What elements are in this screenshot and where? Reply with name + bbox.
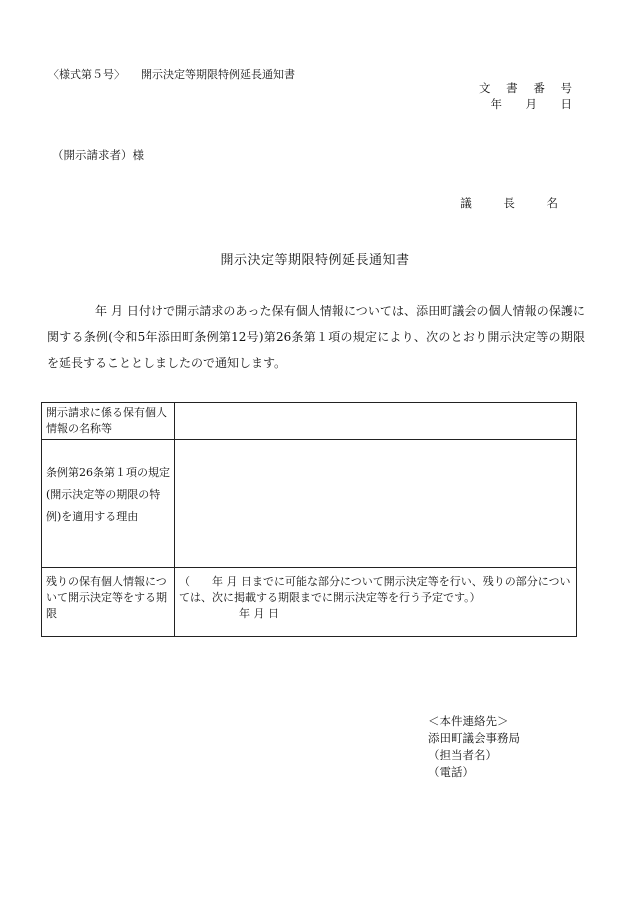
contact-block xyxy=(428,713,520,781)
issue-date: 年 月 日 xyxy=(490,97,578,111)
deadline-date: 年 月 日 xyxy=(239,607,279,620)
info-table xyxy=(41,402,577,637)
deadline-note: （ 年 月 日までに可能な部分について開示決定等を行い、残りの部分については、次に掲載する期限までに開示決定等を行う予定です。） xyxy=(179,575,571,604)
row-label-information-name: 開示請求に係る保有個人情報の名称等 xyxy=(42,403,175,440)
table-row xyxy=(42,440,577,568)
contact-heading: ＜本件連絡先＞ xyxy=(428,714,509,728)
sender-name: 議 長 名 xyxy=(460,196,572,210)
document-title: 開示決定等期限特例延長通知書 xyxy=(220,253,410,268)
contact-phone: （電話） xyxy=(428,765,474,779)
table-row xyxy=(42,403,577,440)
table-row xyxy=(42,568,577,637)
row-value-information-name xyxy=(175,403,577,440)
form-number: 〈様式第５号〉 xyxy=(48,68,125,81)
form-name: 開示決定等期限特例延長通知書 xyxy=(141,68,295,81)
row-value-reason xyxy=(175,440,577,568)
document-number: 文 書 番 号 xyxy=(479,81,578,95)
body-paragraph: 年 月 日付けで開示請求のあった保有個人情報については、添田町議会の個人情報の保護に関する条例(令和5年添田町条例第12号)第26条第１項の規定により、次のとおり開示決定等の期限を延長することとしましたので通知します。 xyxy=(47,304,585,370)
contact-office: 添田町議会事務局 xyxy=(428,731,520,745)
contact-person: （担当者名） xyxy=(428,748,497,762)
form-number-line xyxy=(48,66,295,82)
addressee: （開示請求者）様 xyxy=(52,148,144,162)
row-value-deadline xyxy=(175,568,577,637)
row-label-deadline: 残りの保有個人情報について開示決定等をする期限 xyxy=(42,568,175,637)
row-label-reason: 条例第26条第１項の規定(開示決定等の期限の特例)を適用する理由 xyxy=(42,440,175,568)
